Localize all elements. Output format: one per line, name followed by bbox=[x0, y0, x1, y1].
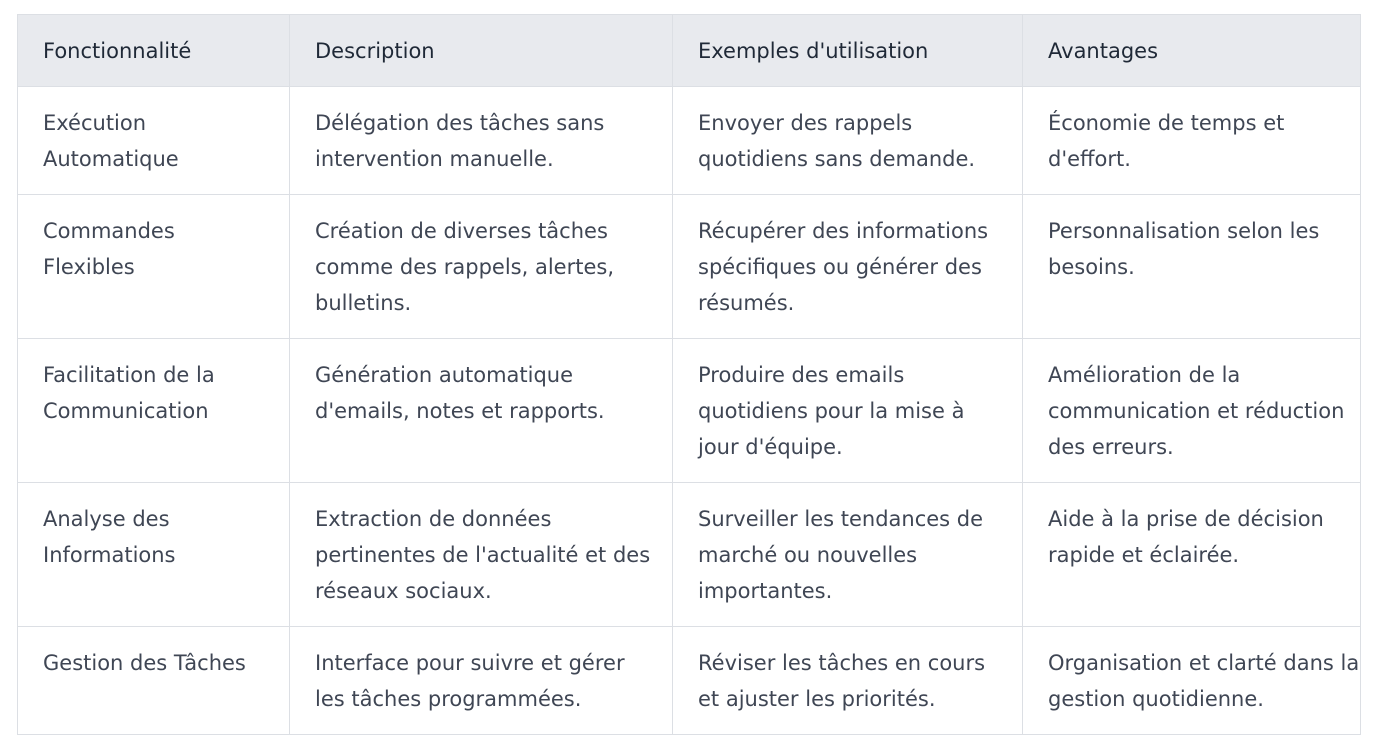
table-row bbox=[18, 87, 1361, 195]
table-cell: Commandes Flexibles bbox=[18, 195, 290, 339]
features-table bbox=[17, 14, 1361, 735]
table-cell: Réviser les tâches en cours et ajuster les priorités. bbox=[673, 627, 1023, 735]
table-cell: Personnalisation selon les besoins. bbox=[1023, 195, 1361, 339]
table-row bbox=[18, 195, 1361, 339]
table-cell: Interface pour suivre et gérer les tâches programmées. bbox=[290, 627, 673, 735]
header-cell-description: Description bbox=[290, 15, 673, 87]
table-row bbox=[18, 627, 1361, 735]
table-cell: Économie de temps et d'effort. bbox=[1023, 87, 1361, 195]
table-cell: Surveiller les tendances de marché ou nouvelles importantes. bbox=[673, 483, 1023, 627]
header-row bbox=[18, 15, 1361, 87]
header-cell-avantages: Avantages bbox=[1023, 15, 1361, 87]
features-table-container bbox=[17, 14, 1361, 735]
table-cell: Envoyer des rappels quotidiens sans demande. bbox=[673, 87, 1023, 195]
header-cell-exemples: Exemples d'utilisation bbox=[673, 15, 1023, 87]
table-row bbox=[18, 339, 1361, 483]
table-cell: Aide à la prise de décision rapide et éclairée. bbox=[1023, 483, 1361, 627]
table-cell: Délégation des tâches sans intervention manuelle. bbox=[290, 87, 673, 195]
table-cell: Produire des emails quotidiens pour la mise à jour d'équipe. bbox=[673, 339, 1023, 483]
table-cell: Gestion des Tâches bbox=[18, 627, 290, 735]
table-header bbox=[18, 15, 1361, 87]
table-cell: Exécution Automatique bbox=[18, 87, 290, 195]
header-cell-fonctionnalite: Fonctionnalité bbox=[18, 15, 290, 87]
table-cell: Génération automatique d'emails, notes et rapports. bbox=[290, 339, 673, 483]
table-cell: Analyse des Informations bbox=[18, 483, 290, 627]
table-cell: Organisation et clarté dans la gestion quotidienne. bbox=[1023, 627, 1361, 735]
table-body bbox=[18, 87, 1361, 735]
table-cell: Création de diverses tâches comme des rappels, alertes, bulletins. bbox=[290, 195, 673, 339]
table-row bbox=[18, 483, 1361, 627]
table-cell: Facilitation de la Communication bbox=[18, 339, 290, 483]
table-cell: Récupérer des informations spécifiques ou générer des résumés. bbox=[673, 195, 1023, 339]
table-cell: Extraction de données pertinentes de l'actualité et des réseaux sociaux. bbox=[290, 483, 673, 627]
table-cell: Amélioration de la communication et réduction des erreurs. bbox=[1023, 339, 1361, 483]
